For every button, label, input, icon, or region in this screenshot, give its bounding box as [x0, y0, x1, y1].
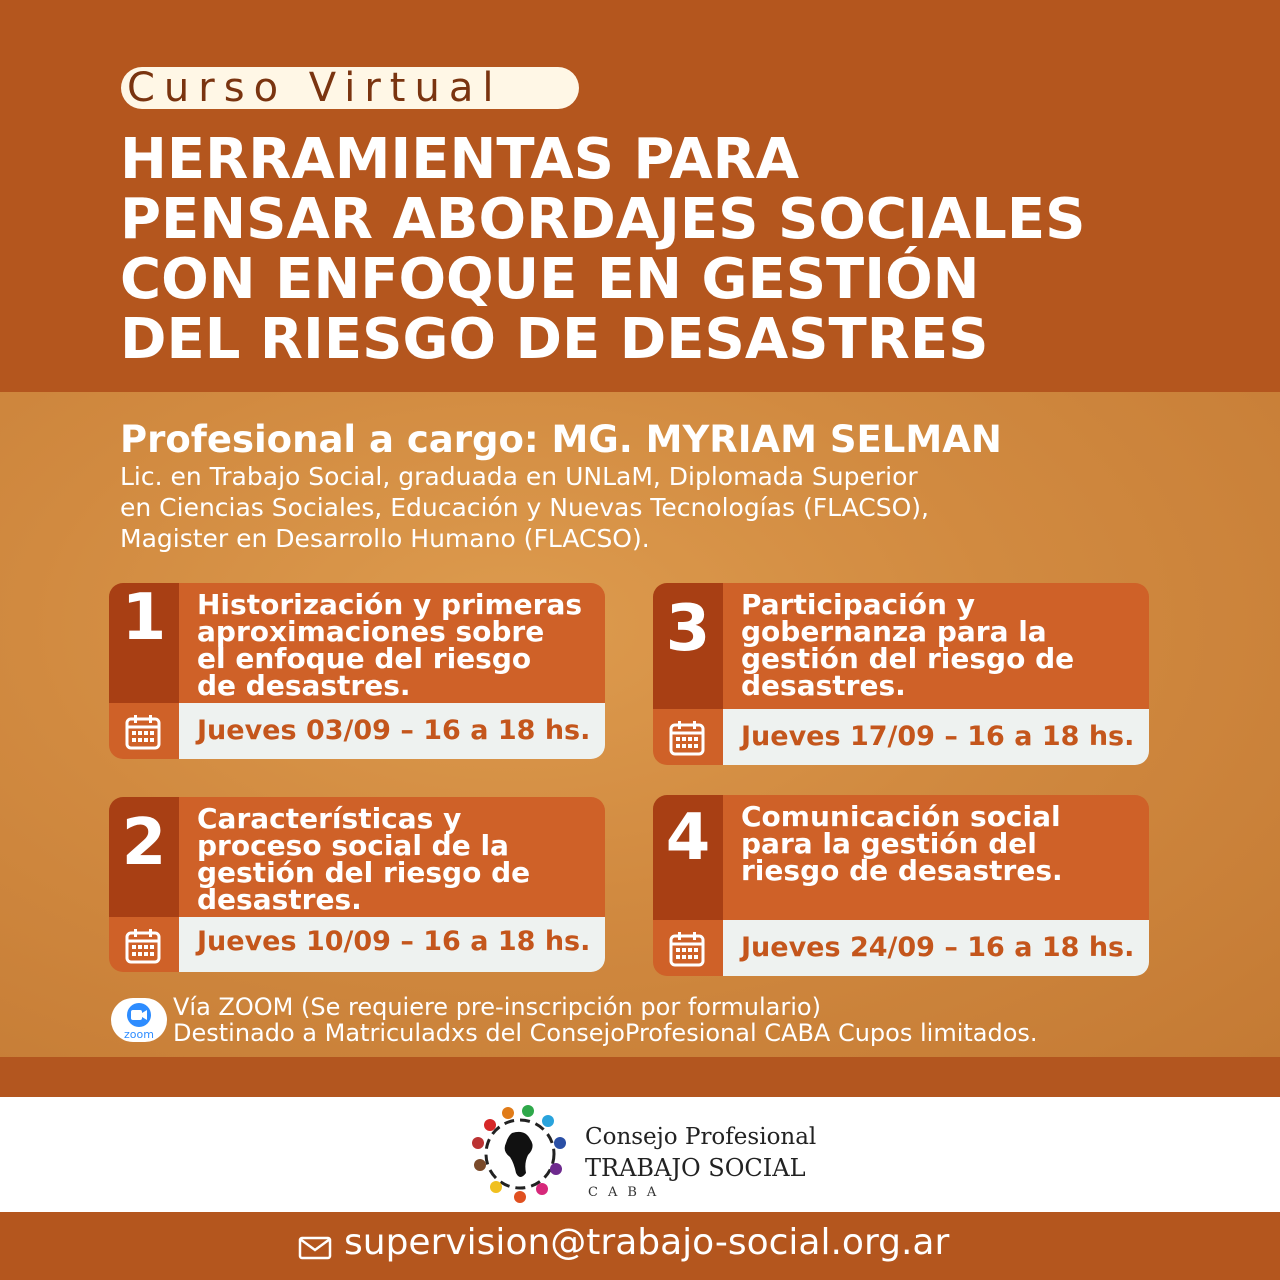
- calendar-icon: [124, 713, 162, 751]
- topic-line: gestión del riesgo de: [741, 642, 1075, 675]
- module-number: 2: [109, 797, 179, 917]
- info-line: Vía ZOOM (Se requiere pre-inscripción por formulario): [173, 993, 821, 1021]
- topic-line: Participación y: [741, 588, 975, 621]
- topic-line: gestión del riesgo de: [197, 856, 531, 889]
- topic-line: desastres.: [197, 883, 362, 916]
- module-date: Jueves 03/09 – 16 a 18 hs.: [179, 703, 605, 759]
- calendar-box: [653, 920, 723, 976]
- title-line: DEL RIESGO DE DESASTRES: [120, 307, 989, 372]
- bio-line: en Ciencias Sociales, Educación y Nuevas Tecnologías (FLACSO),: [120, 493, 929, 522]
- org-name-line3: CABA: [588, 1185, 667, 1200]
- module-topic: [179, 583, 605, 703]
- topic-line: desastres.: [741, 669, 906, 702]
- title-line: HERRAMIENTAS PARA: [120, 127, 800, 192]
- module-number: 1: [109, 583, 179, 703]
- organization-logo-icon: [470, 1103, 570, 1205]
- bio-line: Magister en Desarrollo Humano (FLACSO).: [120, 524, 650, 553]
- module-topic: [179, 797, 605, 917]
- topic-line: el enfoque del riesgo: [197, 642, 532, 675]
- calendar-icon: [668, 719, 706, 757]
- title-line: CON ENFOQUE EN GESTIÓN: [120, 247, 980, 312]
- module-number: 3: [653, 583, 723, 709]
- calendar-icon: [668, 930, 706, 968]
- topic-line: Historización y primeras: [197, 588, 583, 621]
- module-number: 4: [653, 795, 723, 920]
- topic-line: Características y: [197, 802, 462, 835]
- module-card-2: [109, 797, 605, 972]
- topic-line: gobernanza para la: [741, 615, 1047, 648]
- course-title: [120, 127, 1220, 372]
- module-card-1: [109, 583, 605, 759]
- zoom-icon: [111, 998, 167, 1042]
- calendar-box: [109, 703, 179, 759]
- bio-line: Lic. en Trabajo Social, graduada en UNLaM, Diplomada Superior: [120, 462, 918, 491]
- calendar-icon: [124, 927, 162, 965]
- event-info: [173, 994, 1038, 1046]
- topic-line: riesgo de desastres.: [741, 854, 1063, 887]
- topic-line: para la gestión del: [741, 827, 1037, 860]
- contact-email[interactable]: supervision@trabajo-social.org.ar: [344, 1222, 950, 1263]
- module-topic: [723, 795, 1149, 920]
- title-line: PENSAR ABORDAJES SOCIALES: [120, 187, 1086, 252]
- module-card-4: [653, 795, 1149, 976]
- topic-line: Comunicación social: [741, 800, 1061, 833]
- mail-icon: [298, 1236, 332, 1260]
- professional-bio: [120, 461, 1180, 554]
- course-type-badge: Curso Virtual: [121, 67, 579, 109]
- professional-heading: Profesional a cargo: MG. MYRIAM SELMAN: [120, 418, 1002, 461]
- calendar-box: [109, 917, 179, 972]
- module-date: Jueves 17/09 – 16 a 18 hs.: [723, 709, 1149, 765]
- module-date: Jueves 24/09 – 16 a 18 hs.: [723, 920, 1149, 976]
- module-date: Jueves 10/09 – 16 a 18 hs.: [179, 917, 605, 972]
- topic-line: proceso social de la: [197, 829, 509, 862]
- org-name-line1: Consejo Profesional: [585, 1124, 817, 1150]
- topic-line: aproximaciones sobre: [197, 615, 545, 648]
- zoom-icon-label: zoom: [124, 1028, 154, 1041]
- info-line: Destinado a Matriculadxs del ConsejoProfesional CABA Cupos limitados.: [173, 1019, 1038, 1047]
- org-name-line2: TRABAJO SOCIAL: [585, 1154, 806, 1182]
- module-card-3: [653, 583, 1149, 765]
- topic-line: de desastres.: [197, 669, 411, 702]
- calendar-box: [653, 709, 723, 765]
- module-topic: [723, 583, 1149, 709]
- zoom-camera-icon: [111, 998, 167, 1042]
